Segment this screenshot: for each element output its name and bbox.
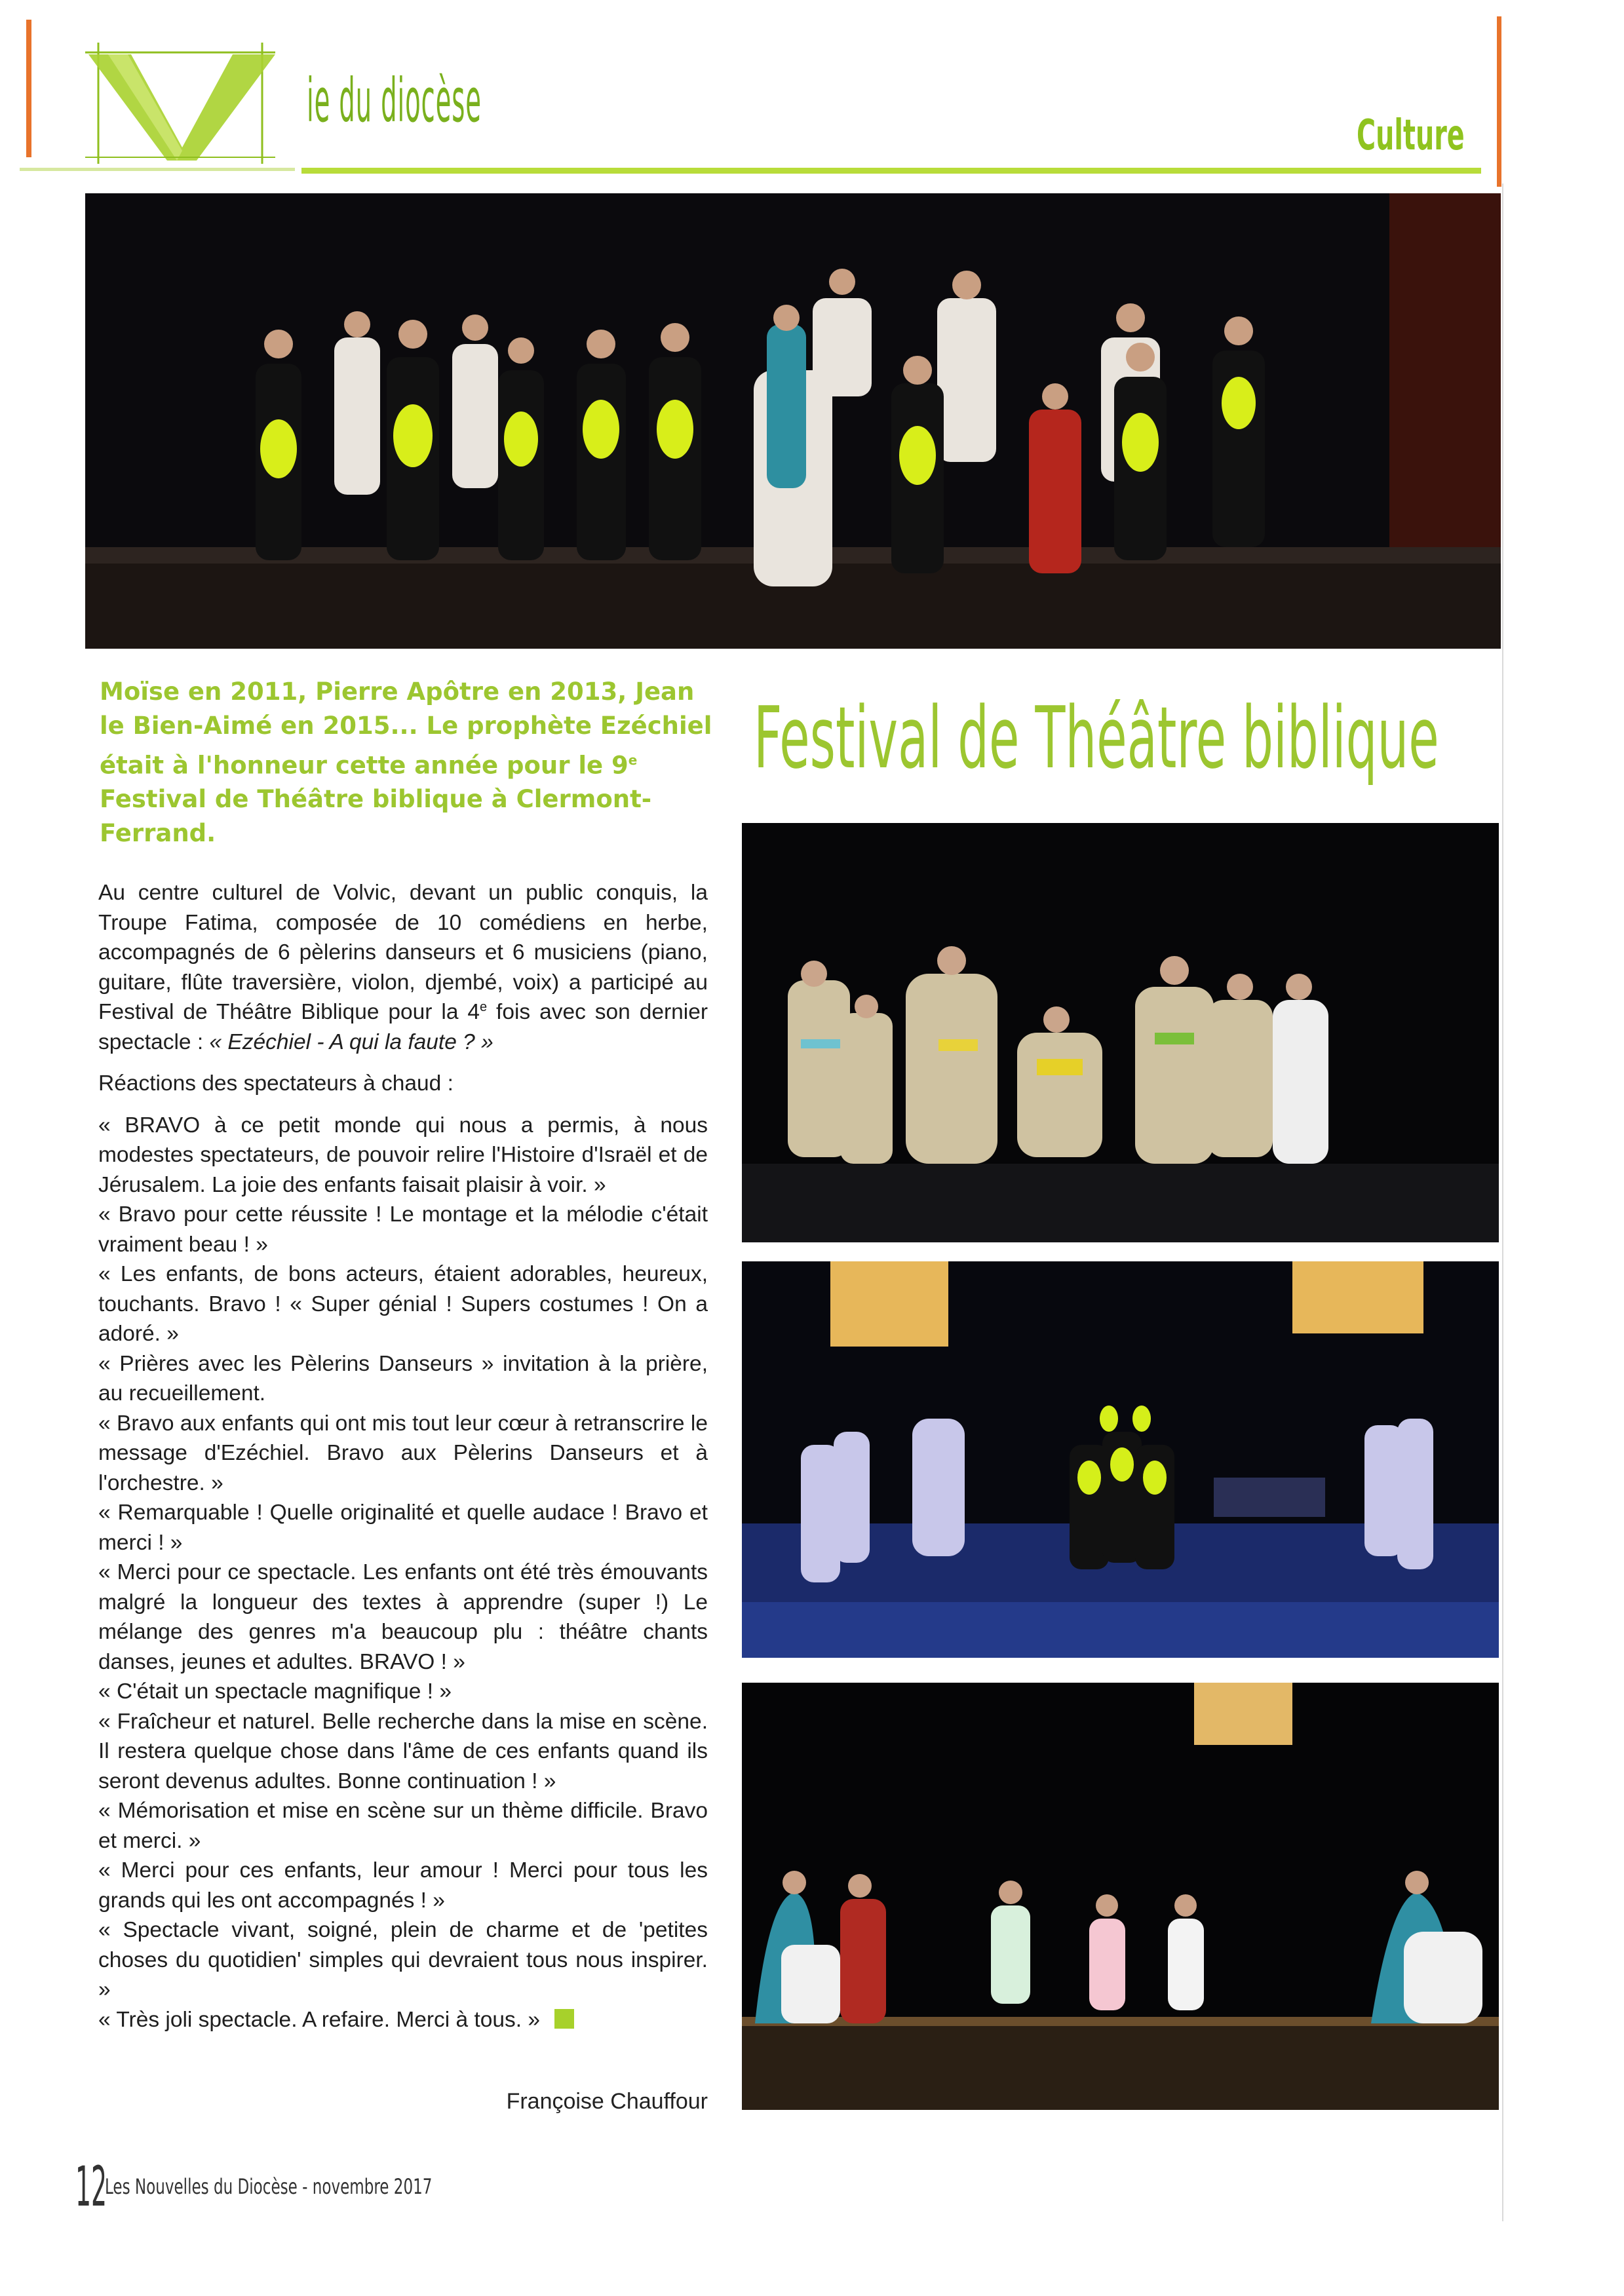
header-divider-left bbox=[20, 168, 295, 171]
author-signature: Françoise Chauffour bbox=[506, 2089, 708, 2114]
main-photo bbox=[85, 193, 1501, 649]
quote: « C'était un spectacle magnifique ! » bbox=[98, 1679, 452, 1704]
page-edge bbox=[1502, 183, 1503, 2221]
scene-photo bbox=[742, 1683, 1499, 2110]
quote: « Mémorisation et mise en scène sur un thème difficile. Bravo et merci. » bbox=[98, 1799, 708, 1853]
reactions-heading: Réactions des spectateurs à chaud : bbox=[98, 1071, 454, 1096]
lead-text-end: Festival de Théâtre biblique à Clermont-Ferrand. bbox=[100, 785, 652, 848]
article-lead bbox=[100, 675, 716, 851]
intro-paragraph bbox=[98, 878, 708, 1057]
publication-footer: Les Nouvelles du Diocèse - novembre 2017 bbox=[105, 2174, 433, 2199]
intro-ordinal: e bbox=[480, 999, 488, 1014]
lead-text: Moïse en 2011, Pierre Apôtre en 2013, Jean le Bien-Aimé en 2015... Le prophète Ezéchiel était à l'honneur cette année pour le 9 bbox=[100, 678, 712, 780]
article-body bbox=[98, 878, 708, 2035]
quote: « Fraîcheur et naturel. Belle recherche dans la mise en scène. Il restera quelque chose dans l'âme de ces enfants quand ils seront devenus adultes. Bonne continuation ! » bbox=[98, 1709, 708, 1793]
section-title: ie du diocèse bbox=[307, 66, 482, 136]
final-quote bbox=[98, 2005, 708, 2035]
section-logo bbox=[79, 36, 282, 167]
page-number: 12 bbox=[75, 2154, 107, 2219]
quote: « Prières avec les Pèlerins Danseurs » invitation à la prière, au recueillement. bbox=[98, 1351, 708, 1406]
dance-photo bbox=[742, 823, 1499, 1242]
quote: « Merci pour ce spectacle. Les enfants ont été très émouvants malgré la longueur des textes à apprendre (super !) Le mélange des genres m'a beaucoup plu : théâtre chants danses, jeunes et adultes. BRAVO ! » bbox=[98, 1560, 708, 1674]
show-title: « Ezéchiel - A qui la faute ? » bbox=[209, 1029, 493, 1054]
intro-text-continued: fois avec son dernier spectacle : bbox=[98, 1000, 708, 1054]
quote: « Bravo aux enfants qui ont mis tout leur cœur à retranscrire le message d'Ezéchiel. Bravo aux Pèlerins Danseurs et à l'orchestre. » bbox=[98, 1411, 708, 1495]
quote: « BRAVO à ce petit monde qui nous a permis, à nous modestes spectateurs, de pouvoir relire l'Histoire d'Israël et de Jérusalem. La joie des enfants faisait plaisir à voir. » bbox=[98, 1113, 708, 1197]
stage-photo bbox=[742, 1261, 1499, 1658]
quote: « Bravo pour cette réussite ! Le montage et la mélodie c'était vraiment beau ! » bbox=[98, 1202, 708, 1257]
quote: « Merci pour ces enfants, leur amour ! Merci pour tous les grands qui les ont accompagnés ! » bbox=[98, 1858, 708, 1913]
quote: « Spectacle vivant, soigné, plein de charme et de 'petites choses du quotidien' simples qui devraient tous nous inspirer. » bbox=[98, 1918, 708, 2002]
category-label: Culture bbox=[1357, 111, 1465, 160]
article-title: Festival de Théâtre biblique bbox=[754, 688, 1439, 788]
page-edge-accent bbox=[1497, 16, 1501, 187]
end-mark-icon bbox=[554, 2009, 574, 2029]
header-divider bbox=[301, 168, 1481, 174]
quote: « Les enfants, de bons acteurs, étaient adorables, heureux, touchants. Bravo ! « Super génial ! Supers costumes ! On a adoré. » bbox=[98, 1262, 708, 1346]
quote: « Remarquable ! Quelle originalité et quelle audace ! Bravo et merci ! » bbox=[98, 1501, 708, 1555]
header-accent-bar bbox=[26, 20, 31, 157]
intro-text: Au centre culturel de Volvic, devant un public conquis, la Troupe Fatima, composée de 10 comédiens en herbe, accompagnés de 6 pèlerins danseurs et 6 musiciens (piano, guitare, flûte traversière, violon, djembé, voix) a participé au Festival de Théâtre Biblique pour la 4 bbox=[98, 881, 708, 1024]
quote-list bbox=[98, 1111, 708, 2035]
final-quote-text: « Très joli spectacle. A refaire. Merci à tous. » bbox=[98, 2007, 541, 2032]
lead-ordinal: e bbox=[628, 752, 638, 768]
